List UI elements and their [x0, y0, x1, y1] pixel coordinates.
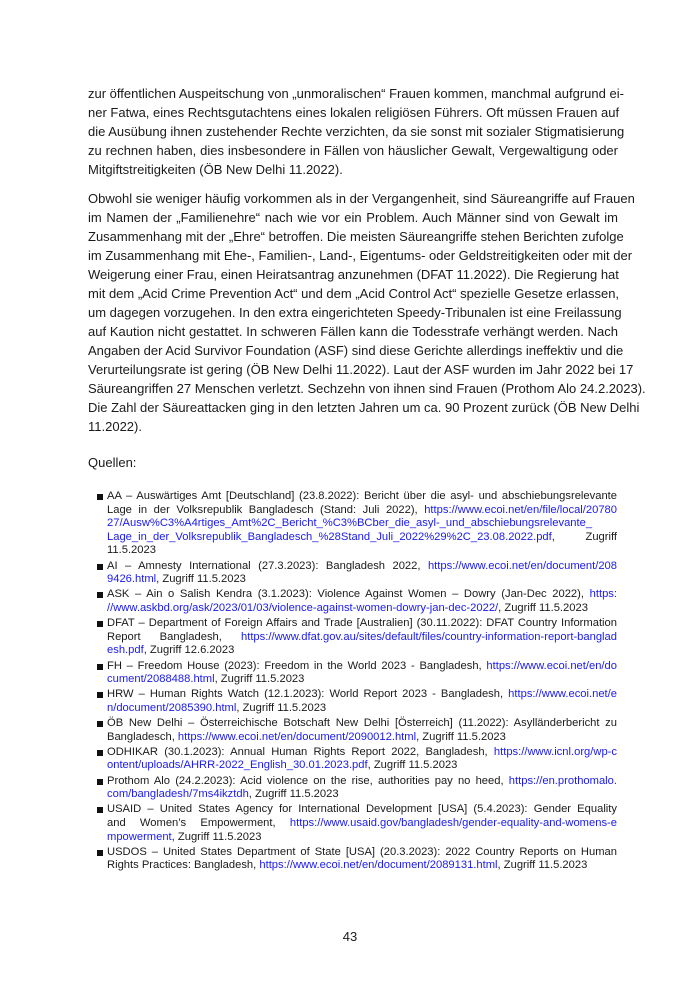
- source-line: [107, 644, 617, 658]
- source-item: [97, 588, 617, 615]
- source-line: [107, 573, 617, 587]
- source-link[interactable]: https://www.ecoi.net/en/document/208: [427, 559, 617, 572]
- source-link[interactable]: https://www.dfat.gov.au/sites/default/files/country-information-report-banglad: [240, 630, 617, 643]
- source-link[interactable]: https://www.icnl.org/wp-c: [493, 745, 617, 758]
- source-line: [107, 803, 617, 817]
- source-line: [107, 602, 617, 616]
- source-text: ÖB New Delhi – Österreichische Botschaft New Delhi [Österreich] (11.2022): Asylländerbericht zu: [107, 717, 617, 730]
- source-link[interactable]: ontent/uploads/AHRR-2022_English_30.01.2023.pdf: [107, 759, 368, 772]
- source-link[interactable]: https://www.ecoi.net/en/document/2090012.html: [177, 730, 417, 743]
- source-link[interactable]: https://www.ecoi.net/en/do: [486, 659, 617, 672]
- source-text: , Zugriff 11.5.2023: [367, 759, 458, 772]
- source-text: , Zugriff 11.5.2023: [156, 573, 246, 586]
- source-text: ASK – Ain o Salish Kendra (3.1.2023): Violence Against Women – Dowry (Jan-Dec 2022),: [107, 588, 590, 601]
- source-line: [107, 859, 617, 873]
- source-line: [107, 631, 617, 645]
- source-text: , Zugriff 11.5.2023: [248, 788, 339, 801]
- text-line: im Zusammenhang mit Ehe-, Familien-, Land-, Eigentums- oder Geldstreitigkeiten oder mit der: [88, 248, 633, 263]
- source-link[interactable]: https://www.ecoi.net/en/file/local/20780: [424, 503, 617, 516]
- bullet-icon: [97, 564, 103, 570]
- source-text: FH – Freedom House (2023): Freedom in the World 2023 - Bangladesh,: [107, 659, 487, 672]
- source-link[interactable]: n/document/2085390.html: [107, 701, 237, 714]
- source-line: [107, 660, 617, 674]
- source-line: [107, 831, 617, 845]
- text-line: Mitgiftstreitigkeiten (ÖB New Delhi 11.2022).: [88, 162, 343, 177]
- source-text: , Zugriff 11.5.2023: [416, 730, 506, 743]
- source-link[interactable]: https://www.ecoi.net/e: [508, 688, 617, 701]
- paragraph-1: [88, 84, 625, 179]
- source-link[interactable]: https://www.usaid.gov/bangladesh/gender-equality-and-womens-e: [289, 817, 617, 829]
- source-line: [107, 617, 617, 631]
- source-link[interactable]: cument/2088488.html: [107, 673, 215, 686]
- text-line: zu rechnen haben, dies insbesondere in Fällen von häuslicher Gewalt, Vergewaltigung oder: [88, 143, 618, 158]
- source-text: Bangladesch,: [107, 730, 178, 743]
- source-text: ODHIKAR (30.1.2023): Annual Human Rights Report 2022, Bangladesh,: [107, 745, 494, 758]
- source-text: AI – Amnesty International (27.3.2023): Bangladesh 2022,: [107, 559, 428, 572]
- bullet-icon: [97, 692, 103, 698]
- source-line: [107, 775, 617, 789]
- source-line: [107, 673, 617, 687]
- bullet-icon: [97, 750, 103, 756]
- text-line: auf Kaution nicht gestattet. In schweren Fällen kann die Todesstrafe verhängt werden. Nach: [88, 324, 618, 339]
- text-line: um dagegen vorzugehen. In den extra eingerichteten Speedy-Tribunalen ist eine Freilassung: [88, 305, 622, 320]
- source-line: [107, 788, 617, 802]
- source-text: , Zugriff 11.5.2023: [236, 701, 327, 714]
- text-line: Obwohl sie weniger häufig vorkommen als in der Vergangenheit, sind Säureangriffe auf Frauen: [88, 191, 635, 206]
- source-text: DFAT – Department of Foreign Affairs and Trade [Australien] (30.11.2022): DFAT Country Information: [107, 617, 617, 630]
- source-text: AA – Auswärtiges Amt [Deutschland] (23.8.2022): Bericht über die asyl- und abschiebungsrelevante: [107, 490, 617, 502]
- source-line: [107, 846, 617, 860]
- source-item: [97, 617, 617, 658]
- source-line: [107, 759, 617, 773]
- bullet-icon: [97, 721, 103, 727]
- source-line: [107, 504, 617, 518]
- source-line: [107, 544, 617, 558]
- text-line: Die Zahl der Säureattacken ging in den letzten Jahren um ca. 90 Prozent zurück (ÖB New Delhi: [88, 400, 640, 415]
- source-text: , Zugriff 11.5.2023: [498, 601, 588, 614]
- source-text: and Women’s Empowerment,: [107, 817, 290, 829]
- source-text: Rights Practices: Bangladesh,: [107, 859, 260, 872]
- paragraph-2: [88, 189, 646, 436]
- source-line: [107, 688, 617, 702]
- source-text: , Zugriff 11.5.2023: [497, 859, 588, 872]
- source-line: [107, 702, 617, 716]
- source-link[interactable]: Lage_in_der_Volksrepublik_Bangladesch_%28Stand_Juli_2022%29%2C_23.08.2022.pdf: [107, 530, 552, 543]
- source-text: , Zugriff 12.6.2023: [143, 644, 235, 657]
- sources-list: [97, 490, 617, 875]
- source-item: [97, 660, 617, 687]
- text-line: mit dem „Acid Crime Prevention Act“ und dem „Acid Control Act“ spezielle Gesetze erlassen,: [88, 286, 620, 301]
- source-line: [107, 517, 617, 531]
- source-text: , Zugriff: [551, 530, 617, 543]
- text-line: zur öffentlichen Auspeitschung von „unmoralischen“ Frauen kommen, manchmal aufgrund ei-: [88, 86, 624, 101]
- bullet-icon: [97, 807, 103, 813]
- source-line: [107, 817, 617, 831]
- bullet-icon: [97, 592, 103, 598]
- text-line: die Ausübung ihnen zustehender Rechte verzichten, da sie sonst mit sozialer Stigmatisierung: [88, 124, 625, 139]
- source-text: Prothom Alo (24.2.2023): Acid violence on the rise, authorities pay no heed,: [107, 774, 509, 787]
- sources-heading: Quellen:: [88, 455, 137, 470]
- source-text: 11.5.2023: [107, 544, 156, 557]
- source-link[interactable]: https:: [589, 588, 617, 601]
- text-line: Säureangriffen 27 Menschen verletzt. Sechzehn von ihnen sind Frauen (Prothom Alo 24.2.2023).: [88, 381, 646, 396]
- source-text: HRW – Human Rights Watch (12.1.2023): World Report 2023 - Bangladesh,: [107, 688, 509, 701]
- source-item: [97, 803, 617, 844]
- page-number: 43: [342, 929, 358, 944]
- source-link[interactable]: 9426.html: [107, 573, 157, 586]
- source-link[interactable]: https://en.prothomalo.: [508, 774, 617, 787]
- source-line: [107, 531, 617, 545]
- source-text: , Zugriff 11.5.2023: [214, 673, 305, 686]
- bullet-icon: [97, 494, 103, 500]
- source-link[interactable]: esh.pdf: [107, 644, 144, 657]
- text-line: ner Fatwa, eines Rechtsgutachtens eines lokalen religiösen Führers. Oft müssen Frauen auf: [88, 105, 620, 120]
- source-line: [107, 560, 617, 574]
- source-item: [97, 490, 617, 558]
- source-text: Report Bangladesh,: [107, 630, 241, 643]
- text-line: Weigerung einer Frau, einen Heiratsantrag anzunehmen (DFAT 11.2022). Die Regierung hat: [88, 267, 619, 282]
- source-line: [107, 588, 617, 602]
- text-line: Angaben der Acid Survivor Foundation (ASF) sind diese Gerichte allerdings ineffektiv und die: [88, 343, 624, 358]
- source-text: USDOS – United States Department of State [USA] (20.3.2023): 2022 Country Reports on Human: [107, 845, 617, 858]
- text-line: Zusammenhang mit der „Ehre“ betroffen. Die meisten Säureangriffe stehen Berichten zufolge: [88, 229, 624, 244]
- source-item: [97, 746, 617, 773]
- source-link[interactable]: com/bangladesh/7ms4ikztdh: [107, 788, 249, 801]
- source-line: [107, 717, 617, 731]
- source-line: [107, 746, 617, 760]
- source-text: Lage in der Volksrepublik Bangladesch (Stand: Juli 2022),: [107, 503, 425, 516]
- source-link[interactable]: //www.askbd.org/ask/2023/01/03/violence-against-women-dowry-jan-dec-2022/: [107, 601, 499, 614]
- text-line: Verurteilungsrate ist gering (ÖB New Delhi 11.2022). Laut der ASF wurden im Jahr 2022 bei 17: [88, 362, 634, 377]
- source-item: [97, 775, 617, 802]
- source-item: [97, 688, 617, 715]
- bullet-icon: [97, 664, 103, 670]
- source-item: [97, 846, 617, 873]
- bullet-icon: [97, 779, 103, 785]
- source-link[interactable]: mpowerment: [107, 830, 172, 843]
- source-line: [107, 490, 617, 504]
- text-line: im Namen der „Familienehre“ nach wie vor ein Problem. Auch Männer sind von Gewalt im: [88, 210, 618, 225]
- text-line: 11.2022).: [88, 419, 142, 434]
- source-text: , Zugriff 11.5.2023: [171, 830, 262, 843]
- source-link[interactable]: https://www.ecoi.net/en/document/2089131.html: [259, 859, 498, 872]
- source-text: USAID – United States Agency for International Development [USA] (5.4.2023): Gender Equality: [107, 803, 617, 816]
- source-line: [107, 731, 617, 745]
- source-link[interactable]: 27/Ausw%C3%A4rtiges_Amt%2C_Bericht_%C3%BCber_die_asyl-_und_abschiebungsrelevante_: [107, 517, 593, 530]
- bullet-icon: [97, 621, 103, 627]
- source-item: [97, 717, 617, 744]
- bullet-icon: [97, 850, 103, 856]
- source-item: [97, 560, 617, 587]
